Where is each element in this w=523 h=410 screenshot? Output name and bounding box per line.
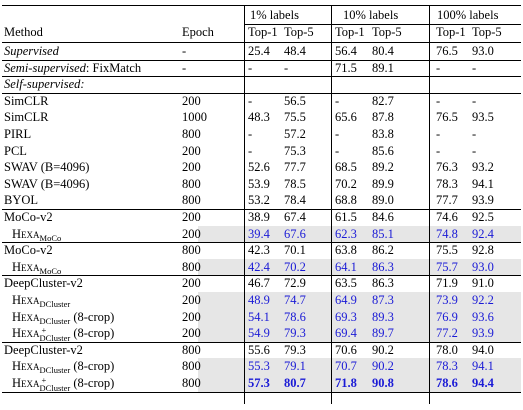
value-cell: 85.6: [372, 143, 394, 158]
method-name: Hexa: [12, 359, 40, 374]
table-row: [2, 176, 521, 193]
table-row: [2, 93, 521, 110]
value-cell: 89.7: [372, 326, 394, 341]
value-cell: 89.0: [372, 193, 394, 208]
method-subscript: DCluster: [39, 365, 71, 376]
value-cell: 68.8: [335, 193, 357, 208]
value-cell: 68.5: [335, 160, 357, 175]
method-subscript: DCluster: [39, 315, 71, 326]
table-row: [2, 60, 521, 77]
value-cell: 70.6: [335, 342, 357, 357]
value-cell: 80.7: [284, 376, 306, 390]
value-cell: 86.3: [372, 276, 394, 291]
value-cell: 56.4: [335, 44, 357, 58]
value-cell: 78.0: [436, 342, 458, 357]
value-cell: 42.4: [248, 259, 270, 274]
method-subscript: DCluster: [39, 383, 71, 394]
table-row: [2, 76, 521, 93]
method-cell: [4, 76, 85, 93]
method-superscript: +: [41, 375, 47, 386]
method-cell: [12, 309, 114, 327]
value-cell: 93.9: [472, 193, 494, 208]
method-name: Hexa: [12, 226, 40, 241]
table-row: [2, 43, 521, 60]
value-cell: -: [436, 60, 441, 75]
value-cell: 52.6: [248, 160, 270, 175]
epoch-cell: 800: [182, 176, 201, 191]
epoch-cell: 800: [182, 342, 201, 357]
value-cell: 78.3: [436, 359, 458, 374]
header-group-row: [2, 7, 521, 24]
value-cell: 89.9: [372, 176, 394, 191]
value-cell: 78.3: [436, 176, 458, 191]
value-cell: 76.3: [436, 160, 458, 175]
table-row: [2, 259, 521, 276]
epoch-cell: 200: [182, 293, 201, 307]
table-row: [2, 242, 521, 259]
value-cell: 67.4: [284, 210, 306, 224]
method-name: Hexa: [12, 293, 40, 307]
value-cell: -: [436, 93, 441, 108]
value-cell: 76.9: [436, 309, 458, 324]
method-suffix: (8-crop): [70, 309, 115, 324]
value-cell: 74.6: [436, 210, 458, 224]
method-cell: [12, 292, 70, 310]
value-cell: 92.2: [472, 293, 494, 307]
header-top5: Top-5: [284, 25, 314, 39]
method-name: DeepCluster-v2: [4, 342, 83, 357]
header-method: Method: [4, 25, 43, 39]
col-divider: [244, 5, 245, 404]
value-cell: 94.0: [472, 342, 494, 357]
value-cell: 70.2: [284, 259, 306, 274]
value-cell: 79.3: [284, 342, 306, 357]
header-top1: Top-1: [436, 25, 466, 39]
bottom-rule: [2, 392, 521, 393]
value-cell: 94.1: [472, 359, 494, 374]
value-cell: -: [472, 143, 477, 158]
epoch-cell: 800: [182, 376, 201, 390]
table-row: [2, 275, 521, 292]
method-cell: [4, 60, 141, 77]
value-cell: 69.3: [335, 309, 357, 324]
value-cell: 89.1: [372, 60, 394, 75]
value-cell: 77.7: [436, 193, 458, 208]
method-cell: [4, 143, 27, 160]
method-name: PCL: [4, 143, 27, 158]
value-cell: -: [436, 127, 441, 141]
value-cell: 83.8: [372, 127, 394, 141]
value-cell: 54.1: [248, 309, 270, 324]
value-cell: 86.3: [372, 259, 394, 274]
value-cell: 70.2: [335, 176, 357, 191]
value-cell: 90.2: [372, 342, 394, 357]
method-suffix: (8-crop): [70, 376, 115, 390]
value-cell: 89.3: [372, 309, 394, 324]
value-cell: 62.3: [335, 226, 357, 241]
value-cell: 76.5: [436, 110, 458, 125]
value-cell: 54.9: [248, 326, 270, 341]
header-group-1pct: 1% labels: [250, 8, 299, 22]
value-cell: 93.9: [472, 326, 494, 341]
header-top1: Top-1: [335, 25, 365, 39]
value-cell: 87.8: [372, 110, 394, 125]
value-cell: 82.7: [372, 93, 394, 108]
value-cell: 90.8: [372, 376, 394, 390]
value-cell: 79.1: [284, 359, 306, 374]
value-cell: 78.6: [284, 309, 306, 324]
header-epoch: Epoch: [182, 25, 214, 39]
method-label: Semi-supervised: [4, 60, 86, 75]
method-name: SWAV (B=4096): [4, 176, 90, 191]
value-cell: 71.8: [335, 376, 357, 390]
value-cell: 63.8: [335, 243, 357, 258]
value-cell: 39.4: [248, 226, 270, 241]
method-cell: [12, 259, 61, 277]
value-cell: 70.7: [335, 359, 357, 374]
table-row: [2, 192, 521, 209]
method-cell: [12, 358, 114, 376]
value-cell: 57.2: [284, 127, 306, 141]
value-cell: 64.1: [335, 259, 357, 274]
epoch-cell: 200: [182, 276, 201, 291]
method-name: SimCLR: [4, 93, 49, 108]
epoch-cell: 200: [182, 160, 201, 175]
value-cell: 72.9: [284, 276, 306, 291]
value-cell: 65.6: [335, 110, 357, 125]
value-cell: -: [248, 143, 253, 158]
value-cell: -: [472, 127, 477, 141]
table-row: [2, 375, 521, 392]
value-cell: 57.3: [248, 376, 270, 390]
section-label: Self-supervised:: [4, 77, 85, 92]
epoch-cell: 800: [182, 243, 201, 258]
table-row: [2, 126, 521, 143]
value-cell: 92.4: [472, 226, 494, 241]
value-cell: 53.2: [248, 193, 270, 208]
method-cell: [4, 126, 31, 143]
method-name: : FixMatch: [85, 60, 142, 75]
epoch-cell: 200: [182, 309, 201, 324]
method-cell: [4, 209, 53, 226]
value-cell: 78.4: [284, 193, 306, 208]
value-cell: 92.5: [472, 210, 494, 224]
value-cell: 89.2: [372, 160, 394, 175]
value-cell: 79.3: [284, 326, 306, 341]
value-cell: 93.0: [472, 259, 494, 274]
header-top5: Top-5: [472, 25, 502, 39]
method-superscript: +: [41, 325, 47, 336]
value-cell: 86.2: [372, 243, 394, 258]
value-cell: 92.8: [472, 243, 494, 258]
method-cell: [12, 375, 114, 392]
table-row: [2, 226, 521, 243]
epoch-cell: 1000: [182, 110, 207, 125]
method-subscript: MoCo: [39, 232, 62, 243]
value-cell: 42.3: [248, 243, 270, 258]
header-top1: Top-1: [248, 25, 278, 39]
epoch-cell: 800: [182, 193, 201, 208]
value-cell: 78.6: [436, 376, 458, 390]
table-row: [2, 209, 521, 226]
method-cell: [4, 242, 53, 259]
value-cell: 69.4: [335, 326, 357, 341]
value-cell: 64.9: [335, 293, 357, 307]
epoch-cell: 800: [182, 259, 201, 274]
value-cell: 70.1: [284, 243, 306, 258]
value-cell: 93.0: [472, 44, 494, 58]
method-cell: [12, 226, 61, 244]
value-cell: 94.1: [472, 176, 494, 191]
table-row: [2, 358, 521, 375]
value-cell: 75.7: [436, 259, 458, 274]
method-cell: [4, 43, 59, 60]
method-scripts: [40, 376, 71, 392]
value-cell: 90.2: [372, 359, 394, 374]
method-subscript: DCluster: [39, 333, 71, 344]
epoch-cell: 200: [182, 226, 201, 241]
value-cell: 76.5: [436, 44, 458, 58]
value-cell: 75.3: [284, 143, 306, 158]
value-cell: -: [335, 143, 340, 158]
value-cell: -: [248, 93, 253, 108]
method-name: DeepCluster-v2: [4, 276, 83, 291]
col-divider: [331, 5, 332, 404]
method-cell: [4, 159, 89, 176]
value-cell: 94.4: [472, 376, 494, 390]
value-cell: -: [335, 93, 340, 108]
value-cell: 63.5: [335, 276, 357, 291]
table-row: [2, 342, 521, 359]
method-cell: [12, 325, 114, 342]
header-row: [2, 24, 521, 41]
value-cell: 93.5: [472, 110, 494, 125]
value-cell: -: [472, 60, 477, 75]
method-name: BYOL: [4, 193, 39, 208]
method-name: SWAV (B=4096): [4, 160, 90, 175]
value-cell: 84.6: [372, 210, 394, 224]
value-cell: 67.6: [284, 226, 306, 241]
table-row: [2, 109, 521, 126]
value-cell: 93.2: [472, 160, 494, 175]
value-cell: 55.6: [248, 342, 270, 357]
epoch-cell: 200: [182, 210, 201, 224]
method-name: Hexa: [12, 309, 40, 324]
value-cell: -: [472, 93, 477, 108]
method-name: PIRL: [4, 127, 32, 141]
value-cell: 85.1: [372, 226, 394, 241]
value-cell: -: [284, 60, 289, 75]
method-cell: [4, 275, 83, 292]
method-suffix: (8-crop): [70, 359, 115, 374]
value-cell: 38.9: [248, 210, 270, 224]
value-cell: 48.4: [284, 44, 306, 58]
method-name: MoCo-v2: [4, 210, 53, 224]
table-row: [2, 143, 521, 160]
method-cell: [4, 176, 89, 193]
value-cell: 77.2: [436, 326, 458, 341]
value-cell: -: [248, 60, 253, 75]
value-cell: 25.4: [248, 44, 270, 58]
header-group-100pct: 100% labels: [437, 8, 499, 22]
epoch-cell: -: [182, 60, 187, 75]
value-cell: 78.5: [284, 176, 306, 191]
method-subscript: MoCo: [39, 265, 62, 276]
value-cell: 71.9: [436, 276, 458, 291]
value-cell: -: [248, 127, 253, 141]
value-cell: 48.9: [248, 293, 270, 307]
value-cell: 93.6: [472, 309, 494, 324]
value-cell: -: [335, 127, 340, 141]
epoch-cell: 800: [182, 359, 201, 374]
table-row: [2, 292, 521, 309]
epoch-cell: 800: [182, 127, 201, 141]
header-group-10pct: 10% labels: [343, 8, 399, 22]
epoch-cell: 200: [182, 143, 201, 158]
method-scripts: [40, 326, 71, 342]
table-row: [2, 159, 521, 176]
value-cell: 48.3: [248, 110, 270, 125]
value-cell: 74.8: [436, 226, 458, 241]
method-subscript: DCluster: [39, 299, 71, 309]
value-cell: 55.3: [248, 359, 270, 374]
header-top5: Top-5: [372, 25, 402, 39]
method-suffix: (8-crop): [70, 326, 115, 341]
table-row: [2, 309, 521, 326]
epoch-cell: -: [182, 44, 187, 58]
value-cell: 80.4: [372, 44, 394, 58]
col-divider: [429, 5, 430, 404]
value-cell: 53.9: [248, 176, 270, 191]
value-cell: 75.5: [436, 243, 458, 258]
value-cell: 71.5: [335, 60, 357, 75]
value-cell: 61.5: [335, 210, 357, 224]
value-cell: 77.7: [284, 160, 306, 175]
method-cell: [4, 109, 48, 126]
method-cell: [4, 342, 83, 359]
value-cell: 87.3: [372, 293, 394, 307]
method-name: Hexa: [12, 376, 40, 390]
epoch-cell: 200: [182, 93, 201, 108]
method-name: Hexa: [12, 259, 40, 274]
value-cell: -: [436, 143, 441, 158]
method-name: SimCLR: [4, 110, 49, 125]
method-label: Supervised: [4, 44, 59, 58]
value-cell: 91.0: [472, 276, 494, 291]
method-name: MoCo-v2: [4, 243, 53, 258]
table-row: [2, 325, 521, 342]
top-rule: [2, 5, 521, 6]
value-cell: 46.7: [248, 276, 270, 291]
method-cell: [4, 192, 38, 209]
value-cell: 75.5: [284, 110, 306, 125]
method-name: Hexa: [12, 326, 40, 341]
value-cell: 73.9: [436, 293, 458, 307]
value-cell: 74.7: [284, 293, 306, 307]
epoch-cell: 200: [182, 326, 201, 341]
value-cell: 56.5: [284, 93, 306, 108]
method-cell: [4, 93, 48, 110]
